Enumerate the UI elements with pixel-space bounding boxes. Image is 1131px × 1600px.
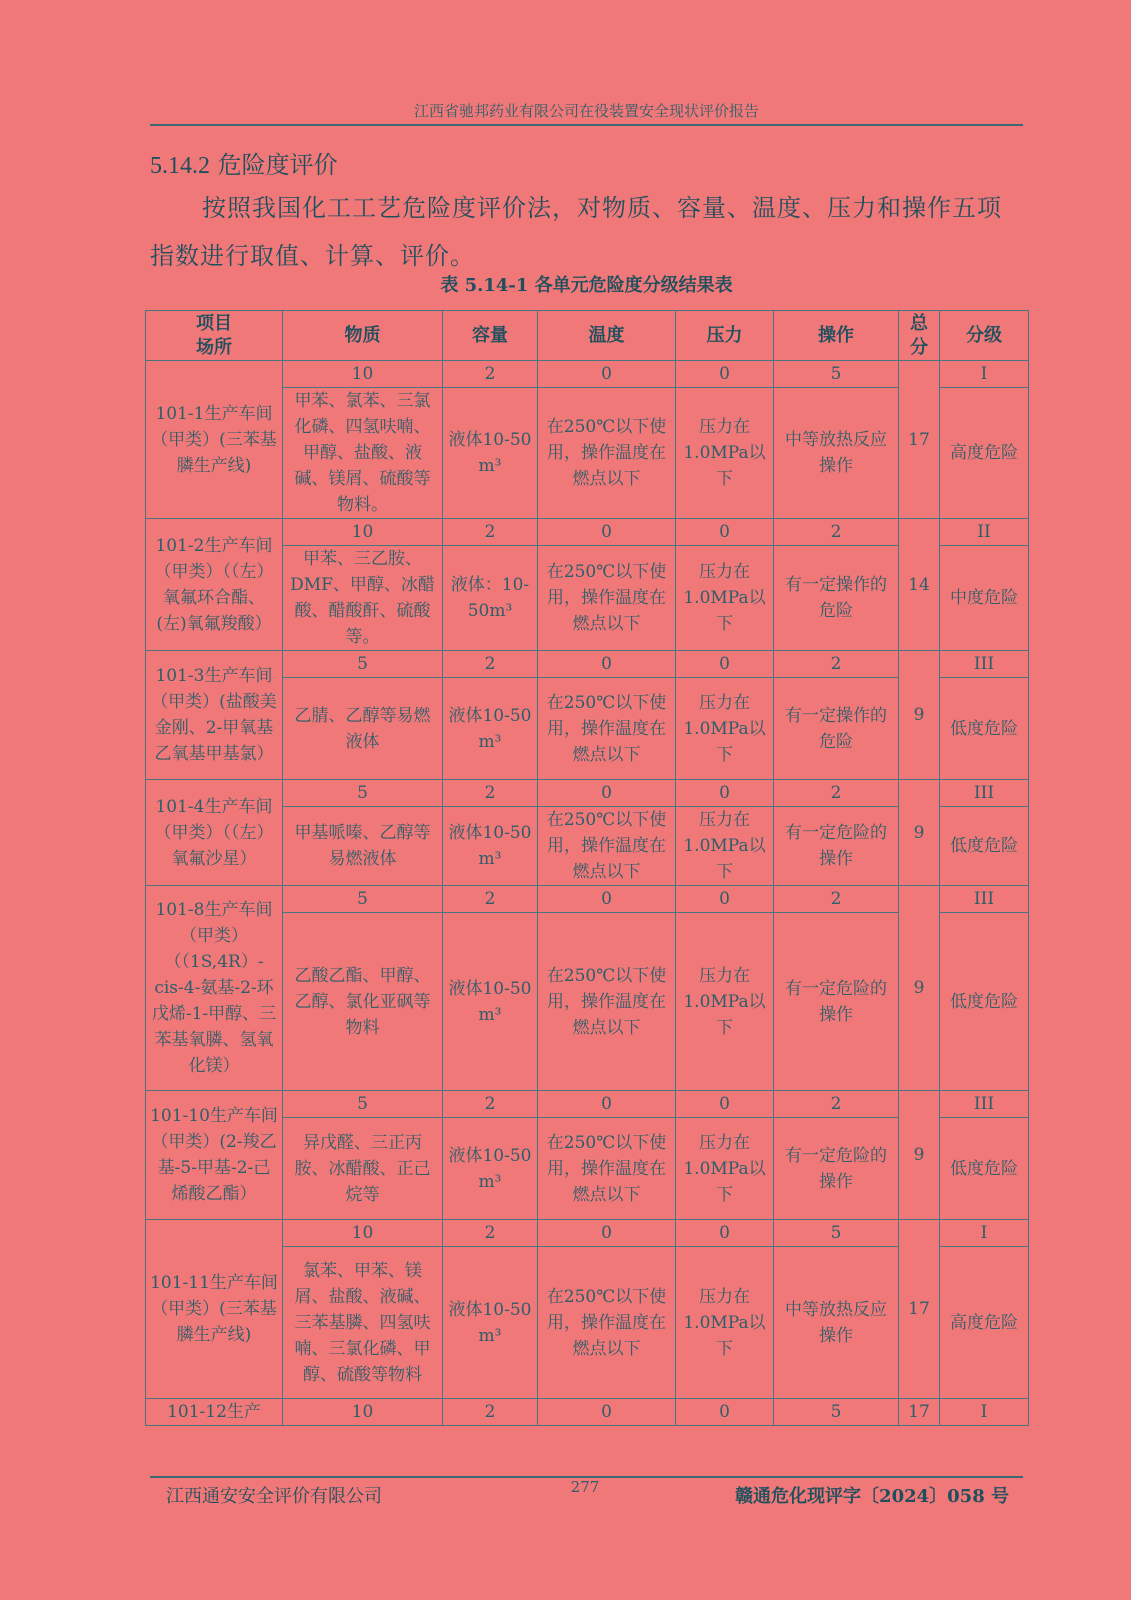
substance-score-cell: 5 [283,651,443,678]
table-row-last [146,1399,1029,1426]
pressure-score-cell: 0 [676,1399,774,1426]
grade-level-cell: I [940,361,1029,388]
total-cell: 17 [899,361,940,519]
table-row-score [146,519,1029,546]
substance-score-cell: 5 [283,780,443,807]
grade-level-cell: III [940,1091,1029,1118]
substance-cell: 异戊醛、三正丙胺、冰醋酸、正己烷等 [283,1118,443,1220]
header-rule [150,124,1023,126]
substance-cell: 乙腈、乙醇等易燃液体 [283,678,443,780]
place-cell: 101-3生产车间（甲类）(盐酸美金刚、2-甲氧基乙氧基甲基氯） [146,651,283,780]
col-header-project-line2: 场所 [196,336,232,358]
operation-cell: 有一定危险的操作 [774,1118,899,1220]
substance-cell: 甲苯、氯苯、三氯化磷、四氢呋喃、甲醇、盐酸、液碱、镁屑、硫酸等物料。 [283,388,443,519]
temperature-score-cell: 0 [538,780,676,807]
operation-score-cell: 5 [774,1399,899,1426]
capacity-score-cell: 2 [443,1220,538,1247]
report-number: 赣通危化现评字〔2024〕058 号 [735,1486,1009,1507]
operation-score-cell: 5 [774,361,899,388]
table-row-score [146,651,1029,678]
grade-text-cell: 低度危险 [940,678,1029,780]
col-header-substance: 物质 [283,311,443,361]
substance-cell: 氯苯、甲苯、镁屑、盐酸、液碱、三苯基膦、四氢呋喃、三氯化磷、甲醇、硫酸等物料 [283,1247,443,1399]
pressure-score-cell: 0 [676,651,774,678]
grade-level-cell: III [940,651,1029,678]
substance-score-cell: 5 [283,886,443,913]
pressure-score-cell: 0 [676,886,774,913]
pressure-cell: 压力在1.0MPa以下 [676,1247,774,1399]
grade-text-cell: 低度危险 [940,1118,1029,1220]
operation-score-cell: 2 [774,519,899,546]
grade-text-cell: 高度危险 [940,1247,1029,1399]
temperature-cell: 在250℃以下使用，操作温度在燃点以下 [538,388,676,519]
intro-paragraph: 按照我国化工工艺危险度评价法，对物质、容量、温度、压力和操作五项指数进行取值、计算、评价。 [150,194,1002,270]
temperature-score-cell: 0 [538,651,676,678]
substance-score-cell: 10 [283,361,443,388]
total-cell: 17 [899,1220,940,1399]
pressure-cell: 压力在1.0MPa以下 [676,913,774,1091]
operation-score-cell: 5 [774,1220,899,1247]
place-cell: 101-8生产车间（甲类）（（1S,4R）-cis-4-氨基-2-环戊烯-1-甲醇、三苯基氧膦、氢氧化镁） [146,886,283,1091]
table-caption: 表 5.14-1 各单元危险度分级结果表 [440,275,733,296]
section-number: 5.14.2 [150,153,210,179]
hazard-grade-table [145,310,1029,1426]
col-header-operation: 操作 [774,311,899,361]
place-cell: 101-10生产车间（甲类）(2-羧乙基-5-甲基-2-己烯酸乙酯） [146,1091,283,1220]
pressure-cell: 压力在1.0MPa以下 [676,678,774,780]
pressure-score-cell: 0 [676,1220,774,1247]
section-heading [150,145,338,180]
temperature-score-cell: 0 [538,1399,676,1426]
table-row-score [146,886,1029,913]
col-header-project-line1: 项目 [196,312,232,334]
operation-cell: 中等放热反应操作 [774,388,899,519]
temperature-score-cell: 0 [538,361,676,388]
capacity-score-cell: 2 [443,519,538,546]
page-number: 277 [570,1478,600,1496]
footer-company: 江西通安安全评价有限公司 [166,1486,382,1507]
total-cell: 9 [899,651,940,780]
operation-cell: 中等放热反应操作 [774,1247,899,1399]
temperature-cell: 在250℃以下使用，操作温度在燃点以下 [538,546,676,651]
capacity-cell: 液体10-50 m³ [443,807,538,886]
capacity-score-cell: 2 [443,886,538,913]
col-header-project [146,311,283,361]
capacity-cell: 液体10-50 m³ [443,913,538,1091]
table-body [146,361,1029,1426]
operation-score-cell: 2 [774,886,899,913]
temperature-score-cell: 0 [538,1091,676,1118]
temperature-cell: 在250℃以下使用，操作温度在燃点以下 [538,1118,676,1220]
temperature-score-cell: 0 [538,1220,676,1247]
temperature-score-cell: 0 [538,519,676,546]
operation-cell: 有一定危险的操作 [774,807,899,886]
substance-cell: 乙酸乙酯、甲醇、乙醇、氯化亚砜等物料 [283,913,443,1091]
temperature-score-cell: 0 [538,886,676,913]
pressure-score-cell: 0 [676,361,774,388]
capacity-cell: 液体10-50 m³ [443,1118,538,1220]
substance-cell: 甲基哌嗪、乙醇等易燃液体 [283,807,443,886]
grade-level-cell: I [940,1399,1029,1426]
capacity-score-cell: 2 [443,1091,538,1118]
capacity-cell: 液体10-50 m³ [443,388,538,519]
col-header-temperature: 温度 [538,311,676,361]
grade-level-cell: II [940,519,1029,546]
capacity-score-cell: 2 [443,651,538,678]
grade-text-cell: 高度危险 [940,388,1029,519]
pressure-cell: 压力在1.0MPa以下 [676,388,774,519]
pressure-cell: 压力在1.0MPa以下 [676,1118,774,1220]
operation-score-cell: 2 [774,1091,899,1118]
place-cell: 101-2生产车间（甲类）（（左）氧氟环合酯、(左)氧氟羧酸） [146,519,283,651]
header-row [146,311,1029,361]
grade-text-cell: 低度危险 [940,913,1029,1091]
operation-score-cell: 2 [774,651,899,678]
capacity-cell: 液体10-50 m³ [443,678,538,780]
grade-text-cell: 低度危险 [940,807,1029,886]
pressure-cell: 压力在1.0MPa以下 [676,807,774,886]
pressure-cell: 压力在1.0MPa以下 [676,546,774,651]
capacity-score-cell: 2 [443,780,538,807]
col-header-total-line2: 分 [910,336,928,358]
substance-score-cell: 5 [283,1091,443,1118]
temperature-cell: 在250℃以下使用，操作温度在燃点以下 [538,807,676,886]
substance-score-cell: 10 [283,1399,443,1426]
temperature-cell: 在250℃以下使用，操作温度在燃点以下 [538,913,676,1091]
col-header-total [899,311,940,361]
temperature-cell: 在250℃以下使用，操作温度在燃点以下 [538,678,676,780]
capacity-cell: 液体10-50 m³ [443,1247,538,1399]
operation-cell: 有一定操作的危险 [774,546,899,651]
operation-cell: 有一定操作的危险 [774,678,899,780]
capacity-score-cell: 2 [443,361,538,388]
grade-level-cell: III [940,780,1029,807]
operation-cell: 有一定危险的操作 [774,913,899,1091]
grade-text-cell: 中度危险 [940,546,1029,651]
capacity-score-cell: 2 [443,1399,538,1426]
table-row-score [146,780,1029,807]
substance-score-cell: 10 [283,519,443,546]
place-cell: 101-11生产车间（甲类）(三苯基膦生产线) [146,1220,283,1399]
pressure-score-cell: 0 [676,1091,774,1118]
table-row-score [146,361,1029,388]
capacity-cell: 液体：10-50m³ [443,546,538,651]
col-header-capacity: 容量 [443,311,538,361]
total-cell: 9 [899,1091,940,1220]
total-cell: 9 [899,780,940,886]
page-header: 江西省驰邦药业有限公司在役装置安全现状评价报告 [413,102,759,120]
section-title: 危险度评价 [217,151,338,179]
table-row-score [146,1220,1029,1247]
col-header-grade: 分级 [940,311,1029,361]
place-cell: 101-4生产车间（甲类）（（左）氧氟沙星） [146,780,283,886]
temperature-cell: 在250℃以下使用，操作温度在燃点以下 [538,1247,676,1399]
col-header-total-line1: 总 [910,312,928,334]
col-header-pressure: 压力 [676,311,774,361]
operation-score-cell: 2 [774,780,899,807]
substance-score-cell: 10 [283,1220,443,1247]
substance-cell: 甲苯、三乙胺、DMF、甲醇、冰醋酸、醋酸酐、硫酸等。 [283,546,443,651]
total-cell: 14 [899,519,940,651]
place-cell: 101-1生产车间（甲类）(三苯基膦生产线) [146,361,283,519]
grade-level-cell: III [940,886,1029,913]
table-row-score [146,1091,1029,1118]
total-cell: 9 [899,886,940,1091]
place-cell: 101-12生产 [146,1399,283,1426]
pressure-score-cell: 0 [676,519,774,546]
total-cell: 17 [899,1399,940,1426]
grade-level-cell: I [940,1220,1029,1247]
pressure-score-cell: 0 [676,780,774,807]
